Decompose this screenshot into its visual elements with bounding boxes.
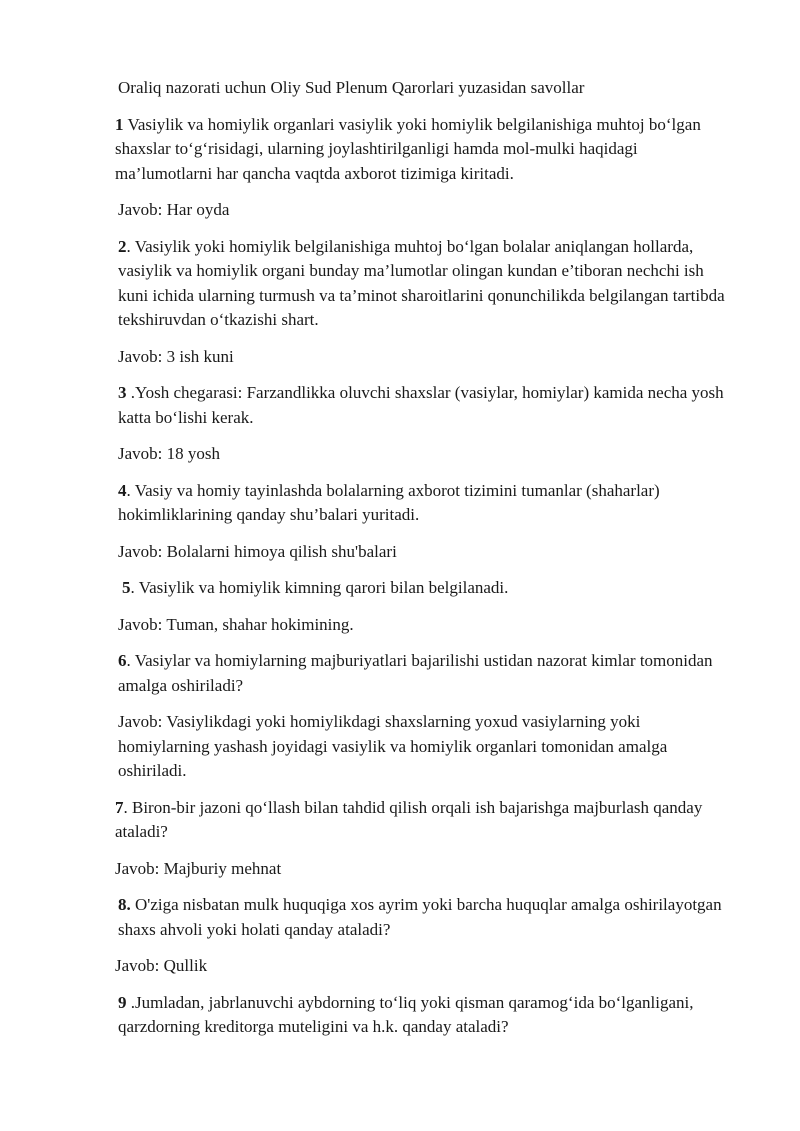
question-number: 6 (118, 651, 127, 670)
question-7 (115, 796, 735, 845)
question-text: Yosh chegarasi: Farzandlikka oluvchi shaxslar (vasiylar, homiylar) kamida necha yosh katta bo‘lishi kerak. (118, 383, 724, 427)
question-text: Vasiylik va homiylik kimning qarori bilan belgilanadi. (138, 578, 509, 597)
question-number: 9 (118, 992, 127, 1012)
question-number: 1 (115, 114, 124, 134)
question-number: 3 (118, 383, 127, 402)
question-text: O'ziga nisbatan mulk huquqiga xos ayrim yoki barcha huquqlar amalga oshirilayotgan shaxs ahvoli yoki holati qanday ataladi? (118, 895, 722, 939)
question-text: Vasiylik yoki homiylik belgilanishiga muhtoj bo‘lgan bolalar aniqlangan hollarda, vasiylik va homiylik organi bunday ma’lumotlar olingan kundan e’tiboran nechchi ish kuni ichida ularning turmush va ta’minot sharoitlarini qonunchilikda belgilangan tartibda tekshiruvdan o‘tkazishi shart. (118, 236, 725, 329)
document-page (115, 76, 735, 1052)
question-number: 4 (118, 480, 127, 500)
answer-1: Javob: Har oyda (118, 200, 230, 219)
question-number: 7 (115, 797, 124, 817)
question-text: Vasiylik va homiylik organlari vasiylik yoki homiylik belgilanishiga muhtoj bo‘lgan shaxslar to‘g‘risidagi, ularning joylashtirilganligi hamda mol-mulki haqidagi ma’lumotlarni har qancha vaqtda axborot tizimiga kiritadi. (115, 114, 701, 183)
question-text: Vasiy va homiy tayinlashda bolalarning axborot tizimini tumanlar (shaharlar) hokimliklarining qanday shu’balari yuritadi. (118, 480, 660, 524)
question-1 (115, 113, 735, 187)
question-number: 2 (118, 236, 127, 256)
answer-4: Javob: Bolalarni himoya qilish shu'balari (118, 541, 397, 561)
answer-6: Javob: Vasiylikdagi yoki homiylikdagi shaxslarning yoxud vasiylarning yoki homiylarning yashash joyidagi vasiylik va homiylik organlari tomonidan amalga oshiriladi. (118, 712, 668, 780)
question-separator: . (126, 992, 135, 1012)
question-separator: . (126, 651, 135, 670)
question-separator: . (126, 236, 135, 256)
question-number: 5 (122, 578, 131, 597)
question-4 (115, 479, 735, 528)
question-text: Vasiylar va homiylarning majburiyatlari bajarilishi ustidan nazorat kimlar tomonidan amalga oshiriladi? (118, 651, 713, 695)
question-9 (115, 991, 735, 1040)
question-8 (115, 893, 735, 942)
question-text: Biron-bir jazoni qo‘llash bilan tahdid qilish orqali ish bajarishga majburlash qanday ataladi? (115, 797, 703, 841)
answer-7: Javob: Majburiy mehnat (115, 858, 282, 878)
document-title: Oraliq nazorati uchun Oliy Sud Plenum Qarorlari yuzasidan savollar (118, 78, 585, 97)
question-separator: . (130, 578, 139, 597)
question-2 (115, 235, 735, 333)
question-separator: . (126, 383, 135, 402)
answer-3: Javob: 18 yosh (118, 444, 220, 463)
answer-8: Javob: Qullik (115, 956, 208, 975)
question-3 (115, 381, 735, 430)
question-5 (115, 576, 735, 601)
question-6 (115, 649, 735, 698)
question-separator: . (126, 480, 135, 500)
answer-2: Javob: 3 ish kuni (118, 346, 234, 366)
answer-5: Javob: Tuman, shahar hokimining. (118, 614, 354, 634)
question-text: Jumladan, jabrlanuvchi aybdorning to‘liq yoki qisman qaramog‘ida bo‘lganligani, qarzdorning kreditorga muteligini va h.k. qanday ataladi? (118, 992, 694, 1036)
question-separator: . (123, 797, 132, 817)
question-number: 8. (118, 895, 131, 914)
